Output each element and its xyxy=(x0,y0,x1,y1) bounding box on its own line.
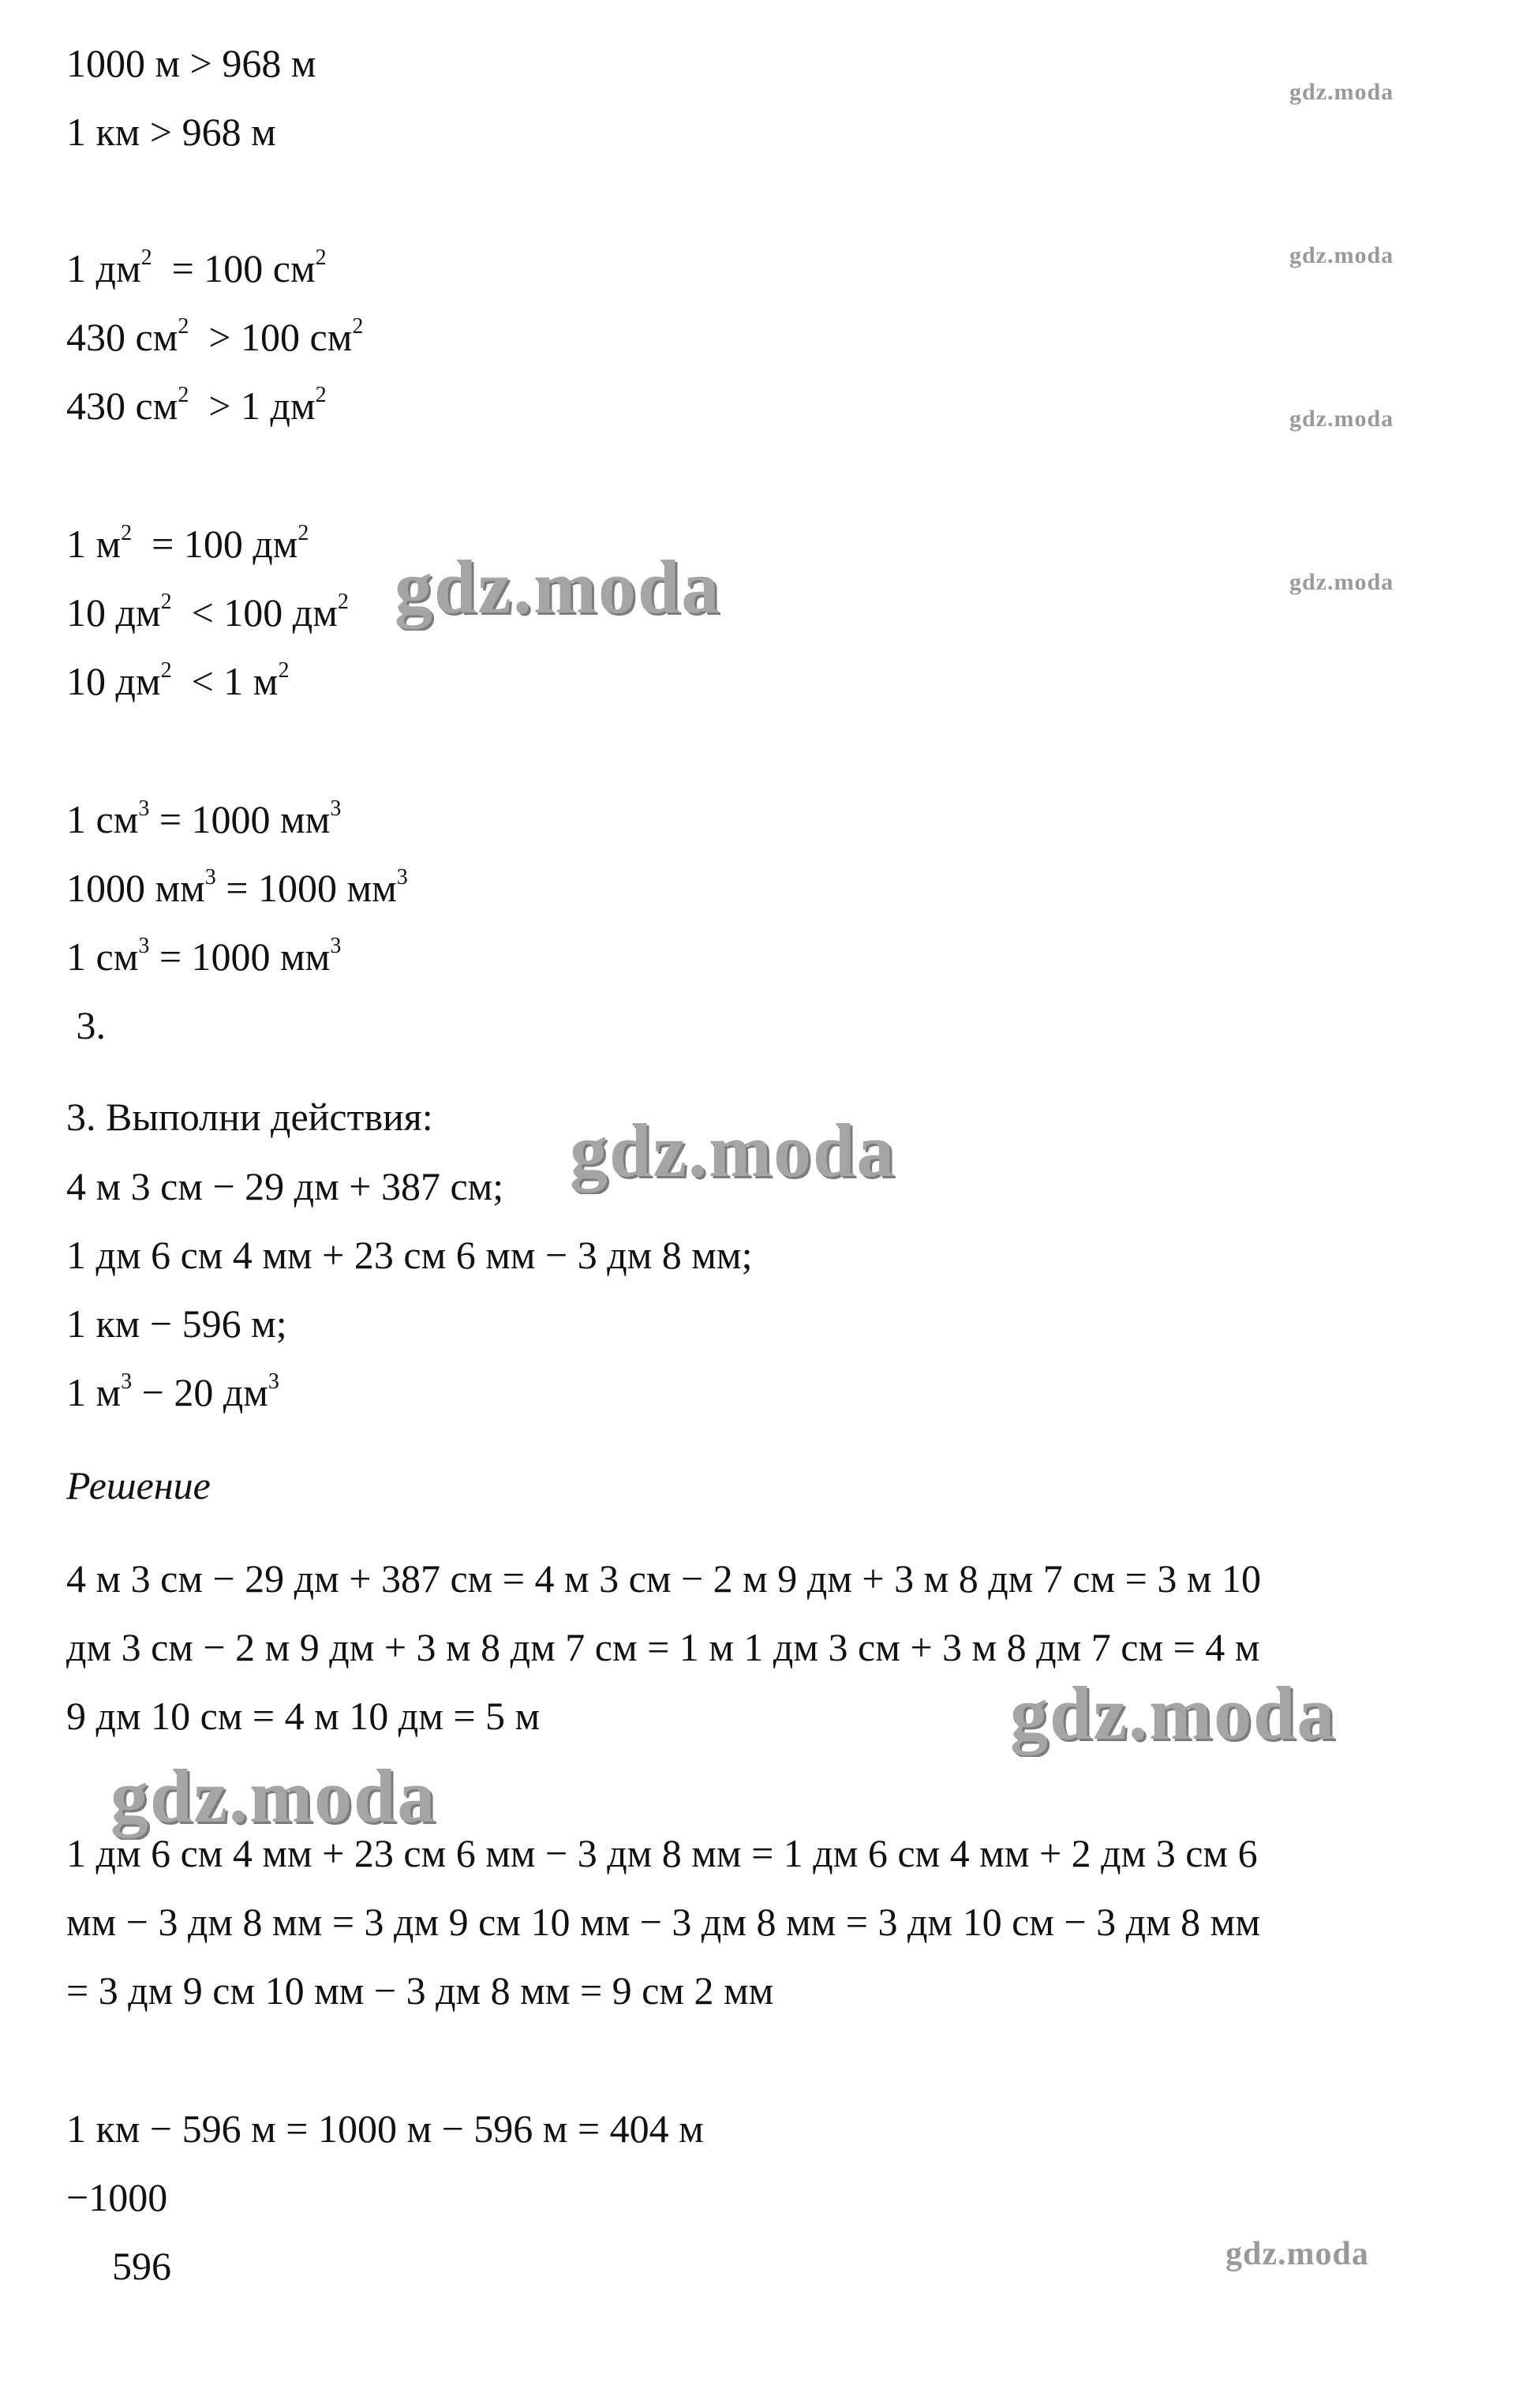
watermark-small: gdz.moda xyxy=(1289,406,1394,432)
solution-line: 1 дм 6 см 4 мм + 23 см 6 мм − 3 дм 8 мм = 1 дм 6 см 4 мм + 2 дм 3 см 6 xyxy=(66,1831,1258,1875)
comparison-line: 1 $см^3 = 1000$ $мм^3$ xyxy=(66,796,342,841)
task-line: 4 м 3 см − 29 дм + 387 см; xyxy=(66,1164,504,1208)
watermark-large: gdz.moda xyxy=(1010,1671,1337,1755)
solution-line: = 3 дм 9 см 10 мм − 3 дм 8 мм = 9 см 2 мм xyxy=(66,1968,774,2013)
watermark-small: gdz.moda xyxy=(1289,242,1394,268)
watermark-large: gdz.moda xyxy=(395,545,721,629)
solution-line: 9 дм 10 см = 4 м 10 дм = 5 м xyxy=(66,1694,541,1738)
watermark-small: gdz.moda xyxy=(1226,2236,1369,2272)
watermark-small: gdz.moda xyxy=(1289,569,1394,595)
solution-label: Решение xyxy=(66,1463,211,1507)
solution-line: дм 3 см − 2 м 9 дм + 3 м 8 дм 7 см = 1 м 1 дм 3 см + 3 м 8 дм 7 см = 4 м xyxy=(66,1625,1260,1669)
comparison-line: 1000 $мм^3 = 1000$ $мм^3$ xyxy=(66,865,408,910)
column-subtraction-bottom: 596 xyxy=(112,2244,171,2288)
comparison-line: 1 $см^3 = 1000$ $мм^3$ xyxy=(66,934,342,979)
task-title: 3. Выполни действия: xyxy=(66,1095,433,1139)
watermark-large: gdz.moda xyxy=(570,1108,896,1193)
comparison-line: 1000 м > 968 м xyxy=(66,41,316,85)
solution-line: 1 км − 596 м = 1000 м − 596 м = 404 м xyxy=(66,2107,704,2151)
task-line: 1 км − 596 м; xyxy=(66,1301,287,1346)
watermark-large: gdz.moda xyxy=(110,1754,437,1838)
comparison-line: 1 $дм^2 = 100$ $см^2$ xyxy=(66,245,327,290)
solution-line: мм − 3 дм 8 мм = 3 дм 9 см 10 мм − 3 дм 8 мм = 3 дм 10 см − 3 дм 8 мм xyxy=(66,1900,1260,1944)
task-line: 1 $м^3 - 20$ $дм^3$ xyxy=(66,1369,279,1414)
column-subtraction-top: −1000 xyxy=(66,2175,168,2219)
comparison-line: 430 $см^2 > 1$ $дм^2$ xyxy=(66,383,327,428)
comparison-line: 430 $см^2 > 100$ $см^2$ xyxy=(66,314,364,359)
solution-line: 4 м 3 см − 29 дм + 387 см = 4 м 3 см − 2 м 9 дм + 3 м 8 дм 7 см = 3 м 10 xyxy=(66,1556,1261,1601)
task-line: 1 дм 6 см 4 мм + 23 см 6 мм − 3 дм 8 мм; xyxy=(66,1233,753,1277)
comparison-line: 10 $дм^2 < 100$ $дм^2$ xyxy=(66,590,349,635)
comparison-line: 10 $дм^2 < 1$ $м^2$ xyxy=(66,658,290,703)
watermark-small: gdz.moda xyxy=(1289,79,1394,105)
section-number: 3. xyxy=(66,1003,106,1047)
comparison-line: 1 км > 968 м xyxy=(66,110,276,154)
comparison-line: 1 $м^2 = 100$ $дм^2$ xyxy=(66,521,309,566)
